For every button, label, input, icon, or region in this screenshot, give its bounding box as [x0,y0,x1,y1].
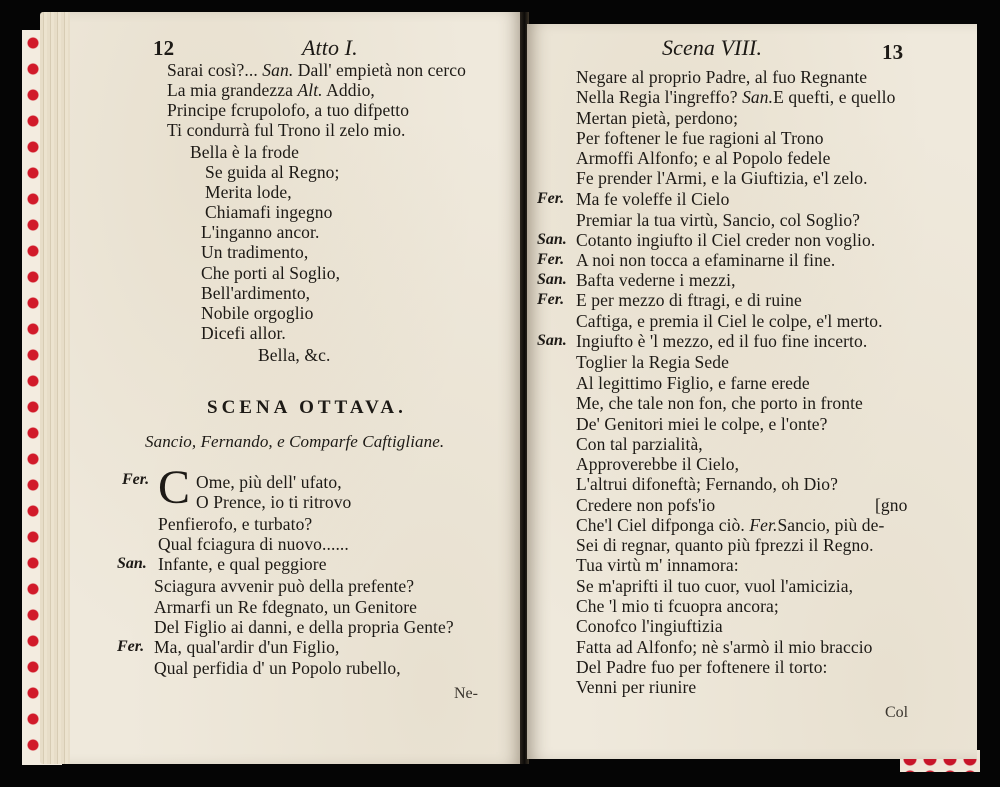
speaker-label: San. [117,555,147,572]
speaker-label: Alt. [297,80,323,100]
aria-line: Se guida al Regno; [205,162,340,182]
speaker-label: Fer. [749,515,778,535]
dialogue-line: Armarfi un Re fdegnato, un Genitore [154,597,418,617]
dialogue-line: Penfierofo, e turbato? [158,514,313,534]
running-head: Scena VIII. [662,35,763,60]
speaker-label: San. [262,60,294,80]
verse-line: Sarai così?... San. Dall' empietà non cerco [167,60,467,80]
dialogue-line: Ome, più dell' ufato, [196,472,342,492]
speaker-label: Fer. [122,471,150,488]
running-head: Atto I. [302,35,358,60]
verse-line: Negare al proprio Padre, al fuo Regnante [576,67,868,87]
page-number: 13 [882,40,904,64]
verse-line: Con tal parzialità, [576,434,703,454]
speaker-label: San. [537,231,567,248]
verse-line: Se m'aprifti il tuo cuor, vuol l'amicizia, [576,576,854,596]
verse-line: Al legittimo Figlio, e farne erede [576,373,810,393]
dialogue-line: Infante, e qual peggiore [158,554,327,574]
right-page [527,24,977,759]
page-number: 12 [153,36,175,60]
aria-line: Dicefi allor. [201,323,286,343]
aria-line: Un tradimento, [201,242,309,262]
aria-line: Chiamafi ingegno [205,202,333,222]
turnover-fragment: [gno [875,495,908,515]
aria-line: Nobile orgoglio [201,303,314,323]
speaker-label: San. [537,271,567,288]
aria-line: Bella è la frode [190,142,299,162]
verse-line: Ma fe voleffe il Cielo [576,189,730,209]
verse-line: Ingiufto è 'l mezzo, ed il fuo fine incerto. [576,331,868,351]
speaker-label: San. [537,332,567,349]
catchword: Col [885,704,909,721]
dialogue-line: Qual perfidia d' un Popolo rubello, [154,658,401,678]
speaker-label: Fer. [117,638,145,655]
verse-line: Me, che tale non fon, che porto in fronte [576,393,863,413]
speaker-label: Fer. [537,291,565,308]
dialogue-line: Ma, qual'ardir d'un Figlio, [154,637,340,657]
scene-title: SCENA OTTAVA. [207,397,407,418]
verse-line: Approverebbe il Cielo, [576,454,740,474]
speaker-label: Fer. [537,190,565,207]
verse-line: E per mezzo di ftragi, e di ruine [576,290,802,310]
verse-line: Venni per riunire [576,677,697,697]
aria-line: Merita lode, [205,182,292,202]
catchword: Ne- [454,685,478,702]
verse-line: Per foftener le fue ragioni al Trono [576,128,824,148]
verse-line: A noi non tocca a efaminarne il fine. [576,250,836,270]
verse-line: Tua virtù m' innamora: [576,555,739,575]
dialogue-line: Del Figlio ai danni, e della propria Gente? [154,617,454,637]
aria-line: Che porti al Soglio, [201,263,341,283]
verse-line: Premiar la tua virtù, Sancio, col Soglio? [576,210,861,230]
aria-refrain: Bella, &c. [258,345,331,365]
verse-line: Che'l Ciel difponga ciò. Fer.Sancio, più de- [576,515,885,535]
verse-line: Sei di regnar, quanto più fprezzi il Regno. [576,535,874,555]
dialogue-line: Qual fciagura di nuovo...... [158,534,349,554]
verse-line: Nella Regia l'ingreffo? San.E quefti, e quello [576,87,896,107]
verse-line: Fatta ad Alfonfo; nè s'armò il mio braccio [576,637,873,657]
verse-line: Credere non pofs'io [576,495,716,515]
verse-line: Del Padre fuo per foftenere il torto: [576,657,828,677]
verse-line: Armoffi Alfonfo; e al Popolo fedele [576,148,831,168]
speaker-label: Fer. [537,251,565,268]
verse-line: La mia grandezza Alt. Addio, [167,80,375,100]
verse-line: De' Genitori miei le colpe, e l'onte? [576,414,828,434]
verse-line: Principe fcrupolofo, a tuo difpetto [167,100,410,120]
speaker-label: San. [742,87,774,107]
verse-line: Che 'l mio ti fcuopra ancora; [576,596,779,616]
verse-line: Cotanto ingiufto il Ciel creder non voglio. [576,230,876,250]
dialogue-line: Sciagura avvenir può della prefente? [154,576,415,596]
verse-line: Caftiga, e premia il Ciel le colpe, e'l merto. [576,311,883,331]
dialogue-line: O Prence, io ti ritrovo [196,492,352,512]
verse-line: Bafta vederne i mezzi, [576,270,736,290]
aria-line: L'inganno ancor. [201,222,320,242]
aria-line: Bell'ardimento, [201,283,311,303]
verse-line: Toglier la Regia Sede [576,352,729,372]
left-page [70,12,522,764]
drop-cap: C [158,461,191,514]
verse-line: Ti condurrà ful Trono il zelo mio. [167,120,406,140]
verse-line: Conofco l'ingiuftizia [576,616,723,636]
verse-line: Mertan pietà, perdono; [576,108,739,128]
verse-line: L'altrui difoneftà; Fernando, oh Dio? [576,474,838,494]
scene-cast: Sancio, Fernando, e Comparfe Caftigliane. [145,432,445,451]
verse-line: Fe prender l'Armi, e la Giuftizia, e'l zelo. [576,168,868,188]
